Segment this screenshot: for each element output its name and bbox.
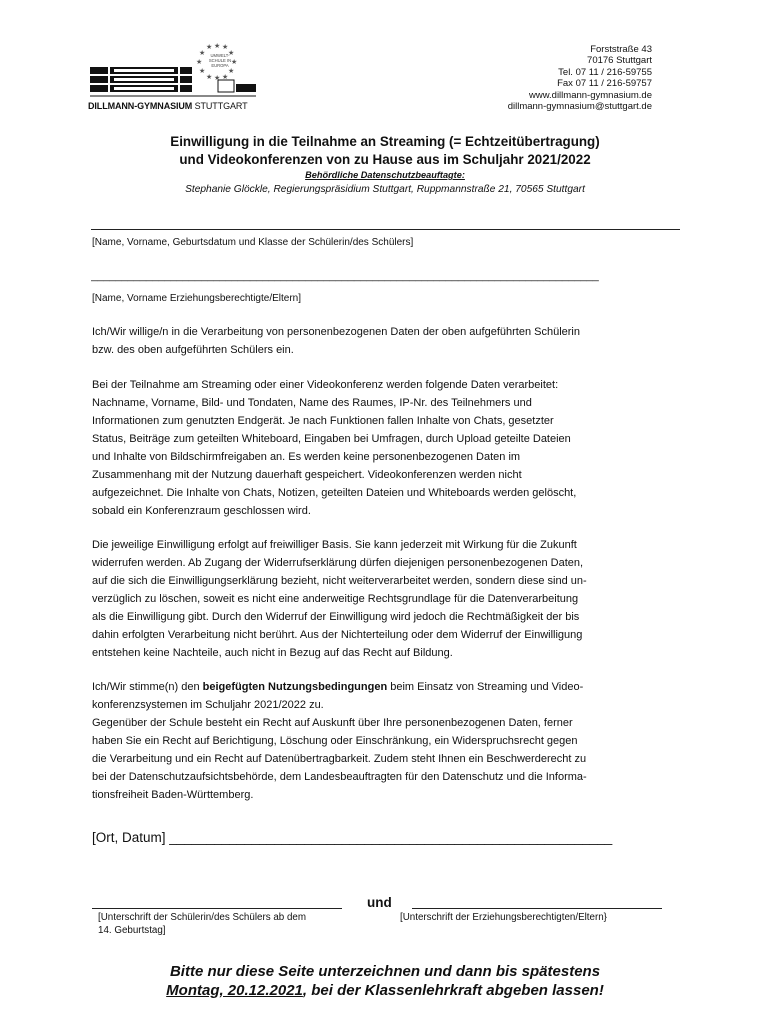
guardian-name-caption: [Name, Vorname Erziehungsberechtigte/Eltern] xyxy=(92,293,301,304)
title-line-1: Einwilligung in die Teilnahme an Streaming (= Echtzeitübertragung) xyxy=(170,134,600,149)
svg-text:★: ★ xyxy=(222,73,229,81)
address-website: www.dillmann-gymnasium.de xyxy=(528,89,652,101)
school-address xyxy=(508,44,652,112)
address-city: 70176 Stuttgart xyxy=(587,55,652,67)
school-name-bold: DILLMANN-GYMNASIUM xyxy=(88,101,193,111)
place-date-label: [Ort, Datum] xyxy=(92,830,166,845)
student-name-line[interactable] xyxy=(91,229,680,230)
place-date-field[interactable] xyxy=(92,830,612,845)
svg-text:★: ★ xyxy=(196,58,203,66)
guardian-name-line[interactable]: ___________________________________________________________________________________ xyxy=(91,270,599,282)
svg-text:★: ★ xyxy=(214,42,221,50)
authority-heading: Behördliche Datenschutzbeauftagte: xyxy=(305,170,465,180)
footer-line-2: Montag, 20.12.2021, bei der Klassenlehrkraft abgeben lassen! xyxy=(166,982,604,999)
withdrawal-paragraph: Die jeweilige Einwilligung erfolgt auf freiwilliger Basis. Sie kann jederzeit mit Wirkung für die Zukunft widerrufen werden. Ab Zugang der Widerrufserklärung dürfen diejenigen personenbezogenen Daten, auf die sich die Einwilligungserklärung bezieht, nicht weiterverarbeitet werden, sondern diese sind un- verzüglich zu löschen, soweit es nicht eine anderweitige Rechtsgrundlage für die Datenverarbeitung als die Einwilligung gibt. Durch den Widerruf der Einwilligung wird jedoch die Rechtmäßigkeit der bis dahin erfolgten Verarbeitung nicht berührt. Aus der Nichterteilung oder dem Widerruf der Einwilligung entstehen keine Nachteile, auch nicht in Bezug auf das Recht auf Bildung. xyxy=(92,539,587,659)
address-street: Forststraße 43 xyxy=(590,44,652,55)
terms-paragraph: Ich/Wir stimme(n) den beigefügten Nutzungsbedingungen beim Einsatz von Streaming und Video- konferenzsystemen im Schuljahr 2021/2022 zu. Gegenüber der Schule besteht ein Recht auf Auskunft über Ihre personenbezogenen Daten, ferner haben Sie ein Recht auf Berichtigung, Löschung oder Einschränkung, ein Widerspruchsrecht gegen die Verarbeitung und ein Recht auf Datenübertragbarkeit. Zudem steht Ihnen ein Beschwerderecht zu bei der Datenschutzaufsichtsbehörde, dem Landesbeauftragten für den Datenschutz und die Informa- tionsfreiheit Baden-Württemberg. xyxy=(92,681,587,801)
place-date-line: ___________________________________________________________ xyxy=(169,830,613,845)
school-name xyxy=(88,101,248,111)
student-name-caption: [Name, Vorname, Geburtsdatum und Klasse der Schülerin/des Schülers] xyxy=(92,237,414,248)
data-processing-paragraph: Bei der Teilnahme am Streaming oder einer Videokonferenz werden folgende Daten verarbeitet: Nachname, Vorname, Bild- und Tondaten, Name des Raumes, IP-Nr. des Teilnehmers und Informationen zum genutzten Endgerät. Je nach Funktionen fallen Inhalte von Chats, gesetzter Status, Beiträge zum geteilten Whiteboard, Eingaben bei Umfragen, durch Upload geteilte Dateien und Inhalte von Bildschirmfreigaben an. Es werden keine personenbezogenen Daten im Zusammenhang mit der Nutzung dauerhaft gespeichert. Videokonferenzen werden nicht aufgezeichnet. Die Inhalte von Chats, Notizen, geteilten Dateien und Whiteboards werden gelöscht, sobald ein Konferenzraum geschlossen wird. xyxy=(92,379,577,517)
svg-text:★: ★ xyxy=(231,58,238,66)
student-signature-line[interactable] xyxy=(92,908,342,909)
guardian-signature-line[interactable] xyxy=(412,908,662,909)
address-phone: Tel. 07 11 / 216-59755 xyxy=(558,66,652,78)
svg-text:★: ★ xyxy=(228,49,235,57)
svg-text:★: ★ xyxy=(199,67,206,75)
student-signature-caption: [Unterschrift der Schülerin/des Schülers ab dem 14. Geburtstag] xyxy=(98,912,307,936)
guardian-signature-caption: [Unterschrift der Erziehungsberechtigten/Eltern} xyxy=(400,912,607,923)
svg-text:★: ★ xyxy=(199,49,206,57)
svg-text:★: ★ xyxy=(206,43,213,51)
logo-badge-text: UMWELT- SCHULE IN EUROPA xyxy=(208,53,232,68)
address-email: dillmann-gymnasium@stuttgart.de xyxy=(507,101,652,113)
address-fax: Fax 07 11 / 216-59757 xyxy=(557,78,652,90)
svg-text:★: ★ xyxy=(206,73,213,81)
school-name-city: STUTTGART xyxy=(194,101,248,111)
authority-name: Stephanie Glöckle, Regierungspräsidium Stuttgart, Ruppmannstraße 21, 70565 Stuttgart xyxy=(185,184,585,195)
deadline-date: Montag, 20.12.2021 xyxy=(166,982,303,999)
consent-paragraph: Ich/Wir willige/n in die Verarbeitung von personenbezogenen Daten der oben aufgeführten Schülerin bzw. des oben aufgeführten Schülers ein. xyxy=(92,326,580,356)
title-line-2: und Videokonferenzen von zu Hause aus im Schuljahr 2021/2022 xyxy=(179,152,591,167)
svg-text:★: ★ xyxy=(214,74,221,82)
terms-link-bold: beigefügten Nutzungsbedingungen xyxy=(202,681,388,693)
footer-line-1: Bitte nur diese Seite unterzeichnen und dann bis spätestens xyxy=(169,963,601,980)
svg-text:★: ★ xyxy=(222,43,229,51)
svg-text:★: ★ xyxy=(228,67,235,75)
and-label: und xyxy=(367,895,392,910)
